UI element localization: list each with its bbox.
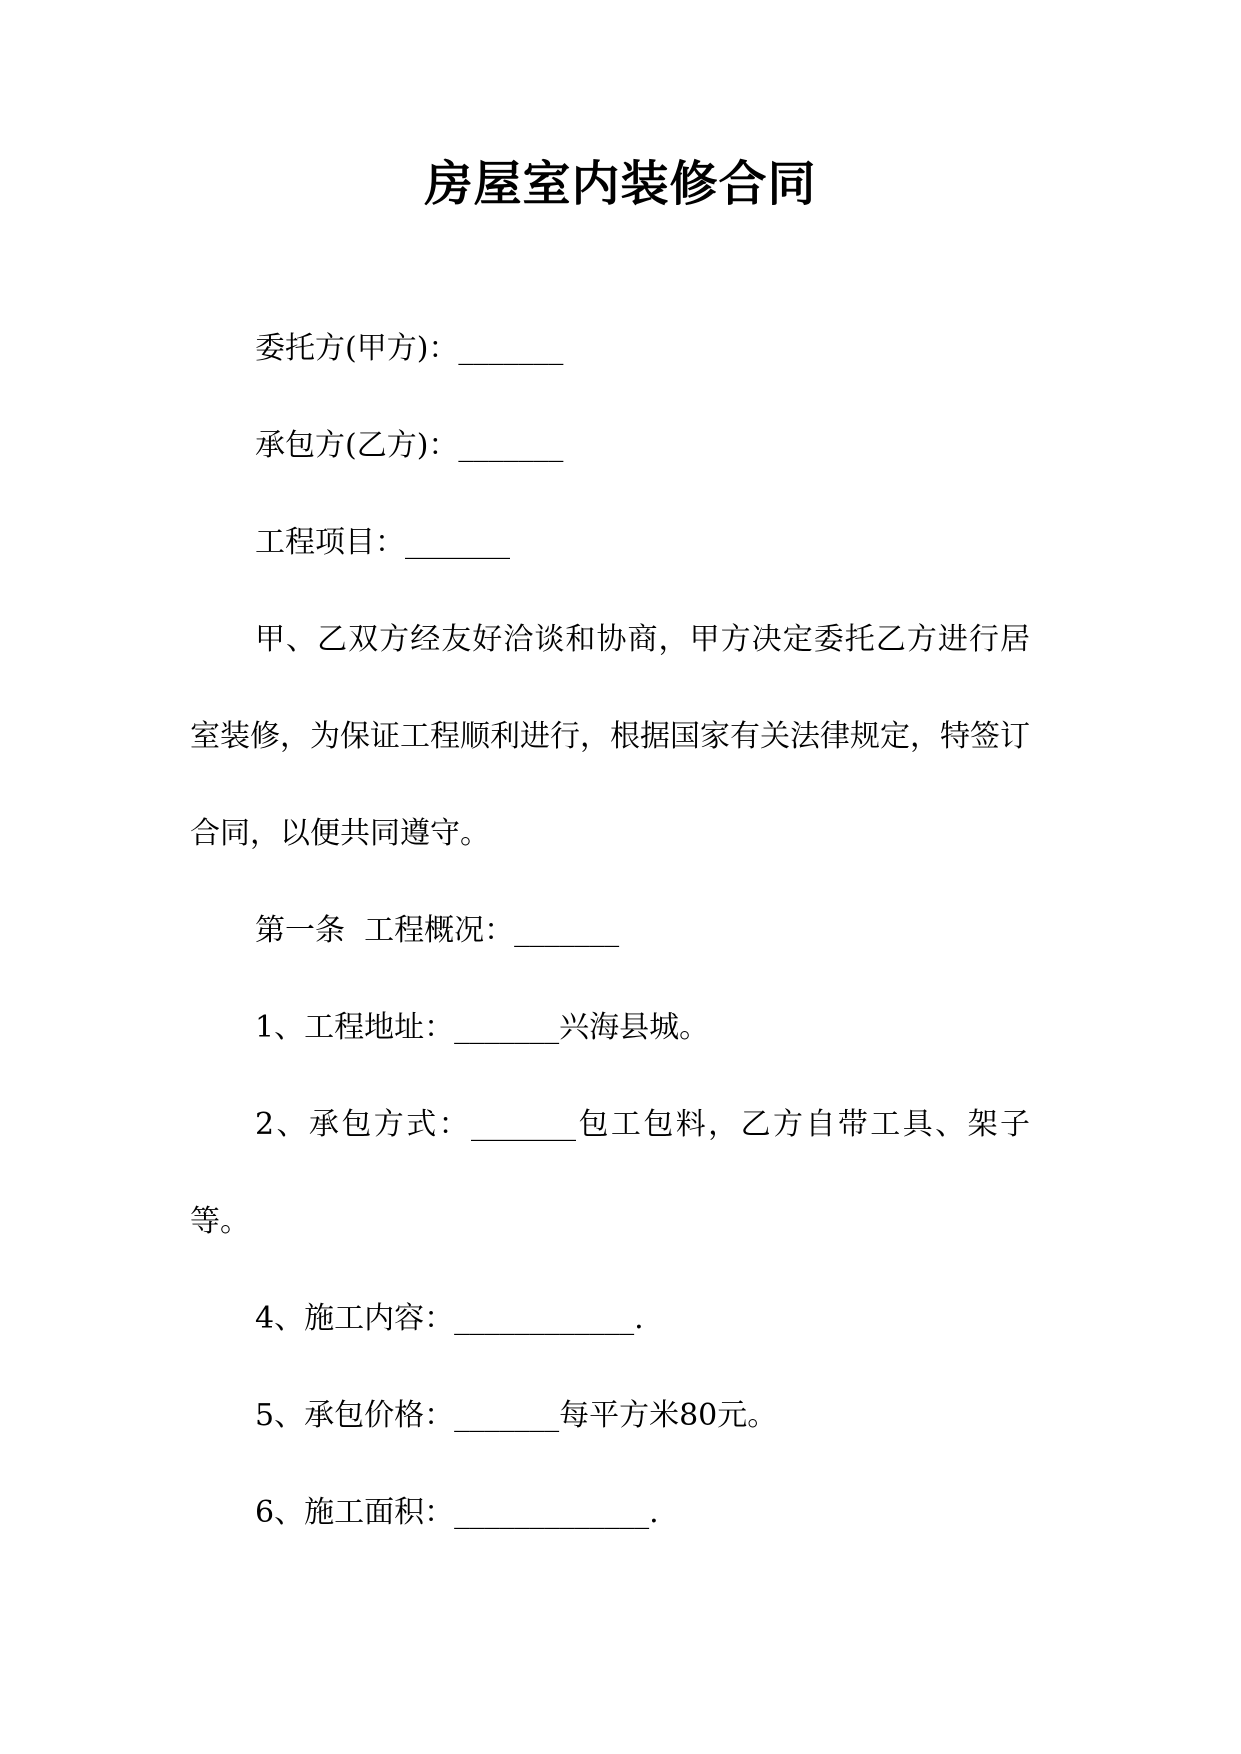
construction-content-line: 4、施工内容：____________. (255, 1301, 644, 1336)
construction-area-line: 6、施工面积：_____________. (255, 1495, 659, 1530)
project-address-line: 1、工程地址：_______兴海县城。 (255, 1010, 710, 1045)
party-b-line: 承包方(乙方)：_______ (255, 428, 564, 463)
contract-method-line: 2、承包方式：_______包工包料，乙方自带工具、架子等。 (190, 1107, 1030, 1239)
document-title: 房屋室内装修合同 (424, 156, 817, 212)
party-a-line: 委托方(甲方)：_______ (255, 331, 564, 366)
contract-price-line: 5、承包价格：_______每平方米80元。 (255, 1398, 778, 1433)
article-one-heading: 第一条 工程概况：_______ (255, 913, 620, 948)
preamble-paragraph: 甲、乙双方经友好洽谈和协商，甲方决定委托乙方进行居室装修，为保证工程顺利进行，根据国家有关法律规定，特签订合同，以便共同遵守。 (190, 622, 1030, 851)
document-body (190, 300, 1030, 1561)
project-line: 工程项目：_______ (255, 525, 510, 560)
